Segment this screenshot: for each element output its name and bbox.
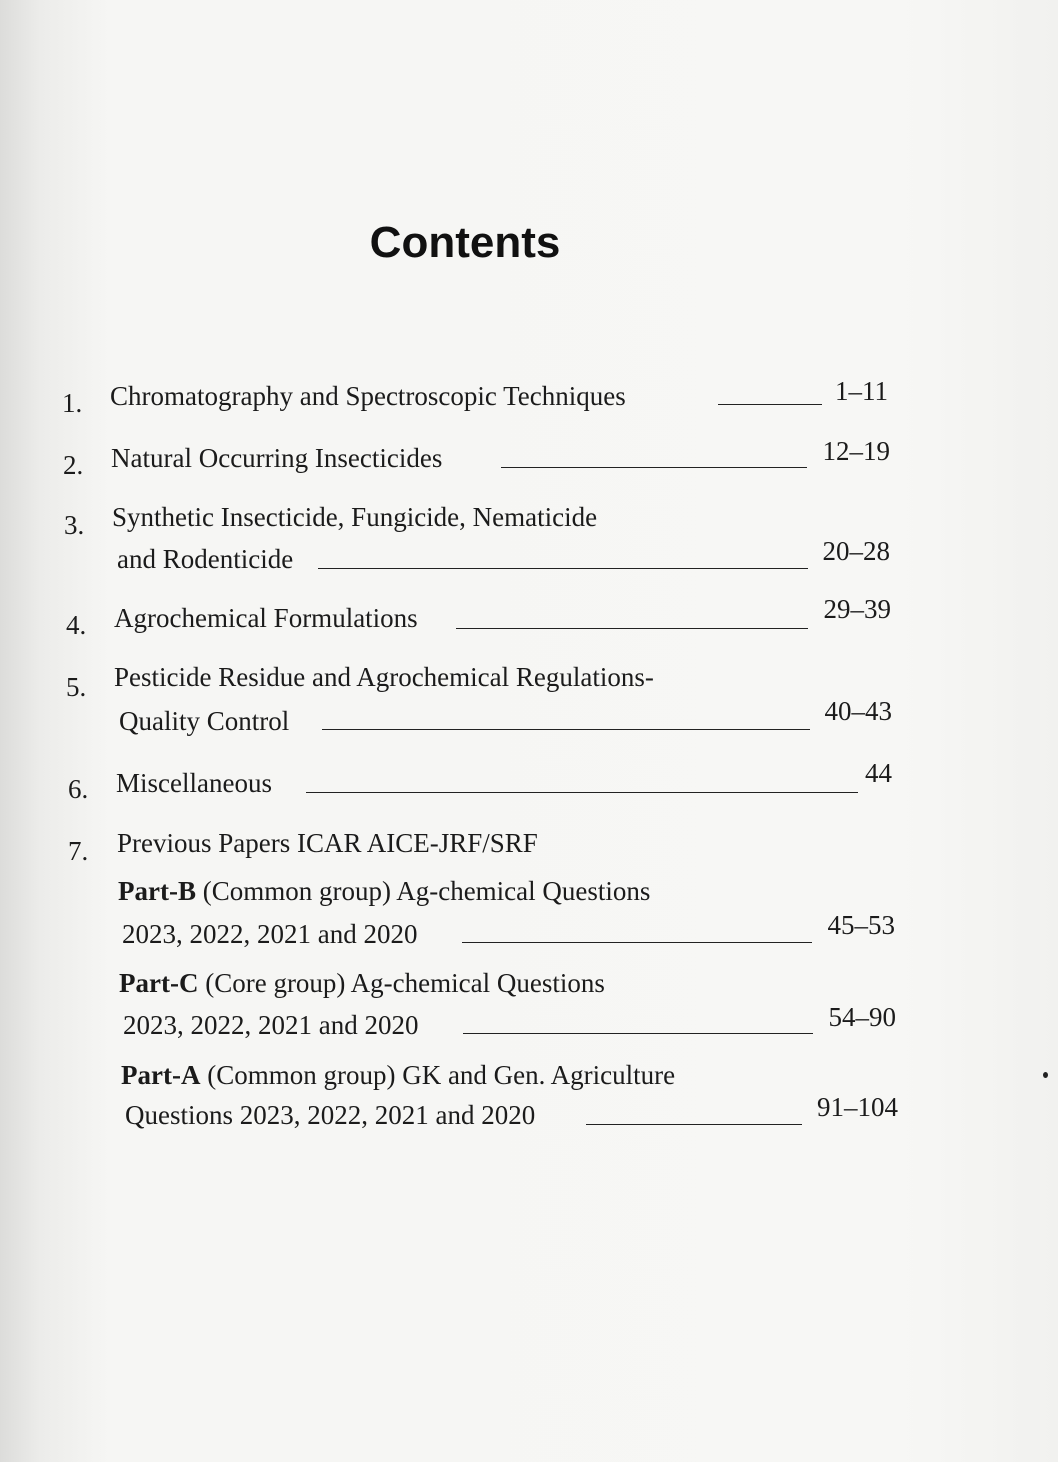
subentry-title-continued: 2023, 2022, 2021 and 2020 — [123, 1010, 419, 1040]
leader-line — [318, 568, 808, 569]
entry-title: Chromatography and Spectroscopic Techniques — [110, 381, 626, 411]
entry-pages: 54–90 — [828, 1002, 896, 1032]
entry-number: 5. — [66, 672, 87, 702]
part-label: Part-C — [119, 968, 199, 998]
entry-title: Synthetic Insecticide, Fungicide, Nematicide — [112, 502, 598, 532]
leader-line — [462, 942, 812, 943]
leader-line — [456, 628, 808, 629]
part-label: Part-A — [121, 1060, 201, 1090]
subentry-title — [119, 968, 605, 999]
part-description: (Core group) Ag-chemical Questions — [198, 968, 605, 998]
leader-line — [501, 467, 807, 468]
part-description: (Common group) GK and Gen. Agriculture — [200, 1060, 676, 1090]
part-label: Part-B — [118, 876, 196, 906]
entry-number: 6. — [68, 774, 89, 804]
leader-line — [718, 404, 822, 405]
entry-pages: 1–11 — [835, 376, 888, 406]
entry-number: 4. — [66, 610, 87, 640]
leader-line — [463, 1033, 813, 1034]
entry-title: Miscellaneous — [116, 768, 272, 798]
entry-title-continued: Quality Control — [119, 706, 290, 736]
entry-pages: 45–53 — [827, 910, 895, 940]
entry-number: 1. — [62, 388, 83, 418]
entry-title: Previous Papers ICAR AICE-JRF/SRF — [117, 828, 538, 858]
entry-number: 7. — [68, 836, 89, 866]
entry-pages: 12–19 — [822, 436, 890, 466]
subentry-title — [118, 876, 650, 907]
leader-line — [586, 1124, 802, 1125]
page-title: Contents — [369, 218, 561, 267]
subentry-title-continued: 2023, 2022, 2021 and 2020 — [122, 919, 418, 949]
ink-speck — [1043, 1072, 1048, 1078]
subentry-title — [121, 1060, 675, 1091]
leader-line — [322, 729, 810, 730]
entry-pages: 91–104 — [817, 1092, 898, 1122]
entry-pages: 29–39 — [823, 594, 891, 624]
entry-title: Pesticide Residue and Agrochemical Regulations- — [114, 662, 654, 692]
entry-number: 2. — [63, 450, 84, 480]
entry-title: Natural Occurring Insecticides — [111, 443, 443, 473]
part-description: (Common group) Ag-chemical Questions — [195, 876, 651, 906]
subentry-title-continued: Questions 2023, 2022, 2021 and 2020 — [125, 1100, 536, 1130]
entry-pages: 40–43 — [824, 696, 892, 726]
entry-number: 3. — [64, 510, 85, 540]
leader-line — [306, 792, 858, 793]
entry-pages: 44 — [865, 758, 892, 788]
entry-pages: 20–28 — [822, 536, 890, 566]
entry-title-continued: and Rodenticide — [117, 544, 294, 574]
entry-title: Agrochemical Formulations — [114, 603, 418, 633]
